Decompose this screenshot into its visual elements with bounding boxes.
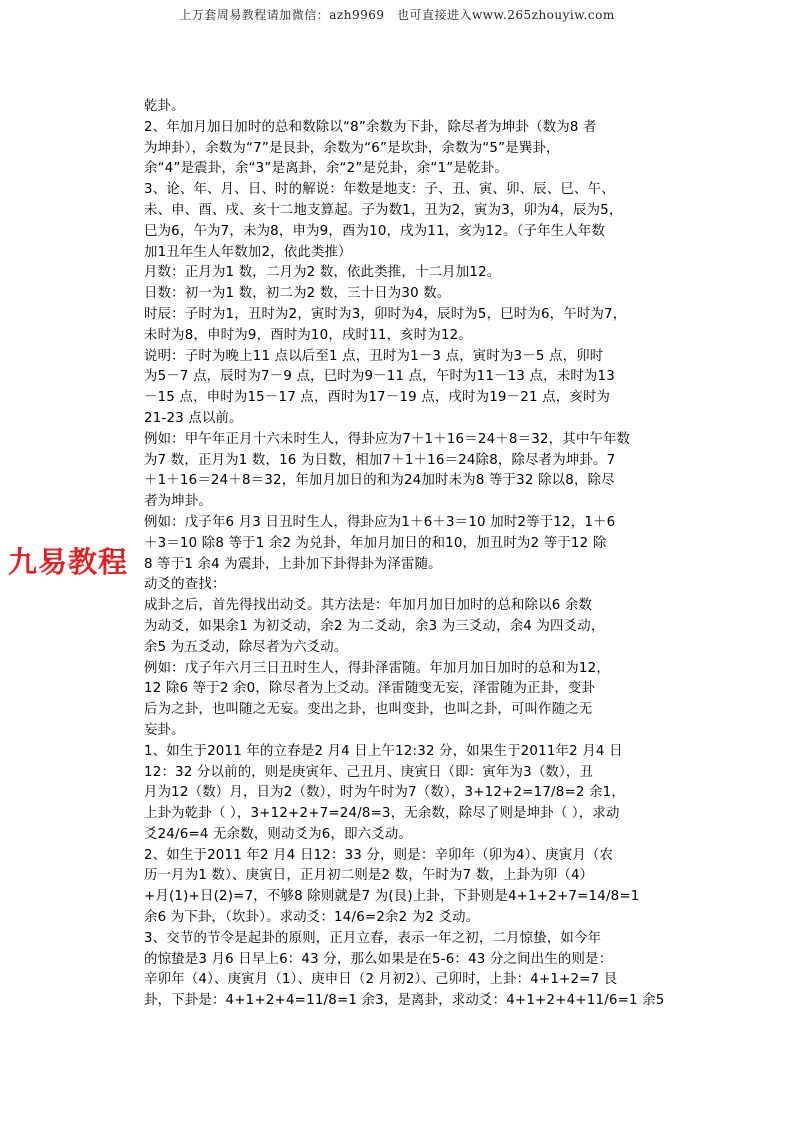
text-line: 爻24/6=4 无余数，则动爻为6，即六爻动。 [144, 826, 413, 842]
text-line: －15 点，申时为15－17 点，酉时为17－19 点，戌时为19－21 点，亥时为 [144, 390, 611, 406]
text-line: 历一月为1 数）、庚寅日，正月初二则是2 数，午时为7 数，上卦为卯（4） [144, 868, 594, 884]
text-line: 21-23 点以前。 [144, 410, 243, 426]
text-line: 动爻的查找： [144, 577, 226, 593]
text-line: 12：32 分以前的，则是庚寅年、己丑月、庚寅日（即：寅年为3（数），丑 [144, 764, 594, 780]
text-line: 后为之卦，也叫随之无妄。变出之卦，也叫变卦，也叫之卦，可叫作随之无 [144, 702, 593, 718]
text-line: 余5 为五爻动，除尽者为六爻动。 [144, 639, 348, 655]
text-line: 卦，下卦是：4+1+2+4=11/8=1 余3，是离卦，求动爻：4+1+2+4+11/6=1 余5 [144, 993, 665, 1009]
page-header: 上万套周易教程请加微信：azh9969 也可直接进入www.265zhouyiw.com [179, 8, 615, 22]
text-line: 例如：戊子年6 月3 日丑时生人，得卦应为1＋6＋3＝10 加时2等于12，1＋6 [144, 514, 616, 530]
text-line: 未时为8，申时为9，酉时为10，戌时11，亥时为12。 [144, 327, 472, 343]
text-line: 妄卦。 [144, 722, 185, 738]
text-line: 未、申、酉、戌、亥十二地支算起。子为数1，丑为2，寅为3，卯为4，辰为5， [144, 202, 623, 218]
text-line: 2、年加月加日加时的总和数除以“8”余数为下卦，除尽者为坤卦（数为8 者 [144, 119, 597, 135]
text-line: ＋3＝10 除8 等于1 余2 为兑卦，年加月加日的和10，加丑时为2 等于12 除 [144, 535, 607, 551]
text-line: 3、交节的节令是起卦的原则，正月立春，表示一年之初，二月惊蛰，如今年 [144, 930, 602, 946]
text-line: 辛卯年（4）、庚寅月（1）、庚申日（2 月初2）、己卯时，上卦：4+1+2=7 艮 [144, 972, 618, 988]
text-line: 余6 为下卦，（坎卦）。求动爻：14/6=2余2 为2 爻动。 [144, 910, 480, 926]
text-line: 成卦之后，首先得找出动爻。其方法是：年加月加日加时的总和除以6 余数 [144, 598, 593, 614]
text-line: 巳为6，午为7，未为8，申为9，酉为10，戌为11，亥为12。（子年生人年数 [144, 223, 606, 239]
text-line: ＋1＋16＝24＋8＝32，年加月加日的和为24加时未为8 等于32 除以8，除尽 [144, 473, 615, 489]
text-line: 余“4”是震卦，余“3”是离卦，余“2”是兑卦，余“1”是乾卦。 [144, 161, 508, 177]
text-line: 者为坤卦。 [144, 494, 212, 510]
text-line: 例如：戊子年六月三日丑时生人，得卦泽雷随。年加月加日加时的总和为12， [144, 660, 610, 676]
text-line: 日数：初一为1 数，初二为2 数，三十日为30 数。 [144, 286, 451, 302]
text-line: 时辰：子时为1，丑时为2，寅时为3，卯时为4，辰时为5，巳时为6，午时为7， [144, 306, 627, 322]
text-line: 为5－7 点，辰时为7－9 点，巳时为9－11 点，午时为11－13 点，未时为13 [144, 369, 615, 385]
text-line: 3、论、年、月、日、时的解说：年数是地支：子、丑、寅、卯、辰、巳、午、 [144, 182, 615, 198]
text-line: 为动爻，如果余1 为初爻动，余2 为二爻动，余3 为三爻动，余4 为四爻动， [144, 618, 605, 634]
text-line: +月(1)+日(2)=7，不够8 除则就是7 为(艮)上卦，下卦则是4+1+2+7=14/8=1 [144, 889, 640, 905]
text-line: 12 除6 等于2 余0，除尽者为上爻动。泽雷随变无妄，泽雷随为正卦，变卦 [144, 681, 596, 697]
text-line: 1、如生于2011 年的立春是2 月4 日上午12:32 分，如果生于2011年2 月4 日 [144, 743, 623, 759]
watermark-logo: 九易教程 [8, 545, 129, 579]
text-line: 乾卦。 [144, 99, 185, 114]
text-line: 例如：甲午年正月十六未时生人，得卦应为7＋1＋16＝24＋8＝32，其中午年数 [144, 431, 631, 447]
text-line: 月数：正月为1 数，二月为2 数，依此类推，十二月加12。 [144, 265, 501, 281]
text-line: 为7 数，正月为1 数，16 为日数，相加7＋1＋16＝24除8，除尽者为坤卦。7 [144, 452, 616, 468]
text-line: 加1丑年生人年数加2，依此类推） [144, 244, 352, 260]
text-line: 月为12（数）月，日为2（数），时为午时为7（数），3+12+2=17/8=2 余1， [144, 785, 625, 801]
text-line: 说明：子时为晚上11 点以后至1 点，丑时为1－3 点，寅时为3－5 点，卯时 [144, 348, 604, 364]
text-line: 为坤卦），余数为“7”是艮卦，余数为“6”是坎卦，余数为“5”是巽卦， [144, 140, 560, 156]
text-line: 2、如生于2011 年2 月4 日12：33 分，则是：辛卯年（卯为4）、庚寅月（农 [144, 847, 614, 863]
document-body [144, 97, 674, 1012]
text-line: 上卦为乾卦（ ），3+12+2+7=24/8=3，无余数，除尽了则是坤卦（ ），求动 [144, 806, 620, 822]
text-line: 8 等于1 余4 为震卦，上卦加下卦得卦为泽雷随。 [144, 556, 442, 572]
text-line: 的惊蛰是3 月6 日早上6：43 分，那么如果是在5-6：43 分之间出生的则是： [144, 951, 613, 967]
